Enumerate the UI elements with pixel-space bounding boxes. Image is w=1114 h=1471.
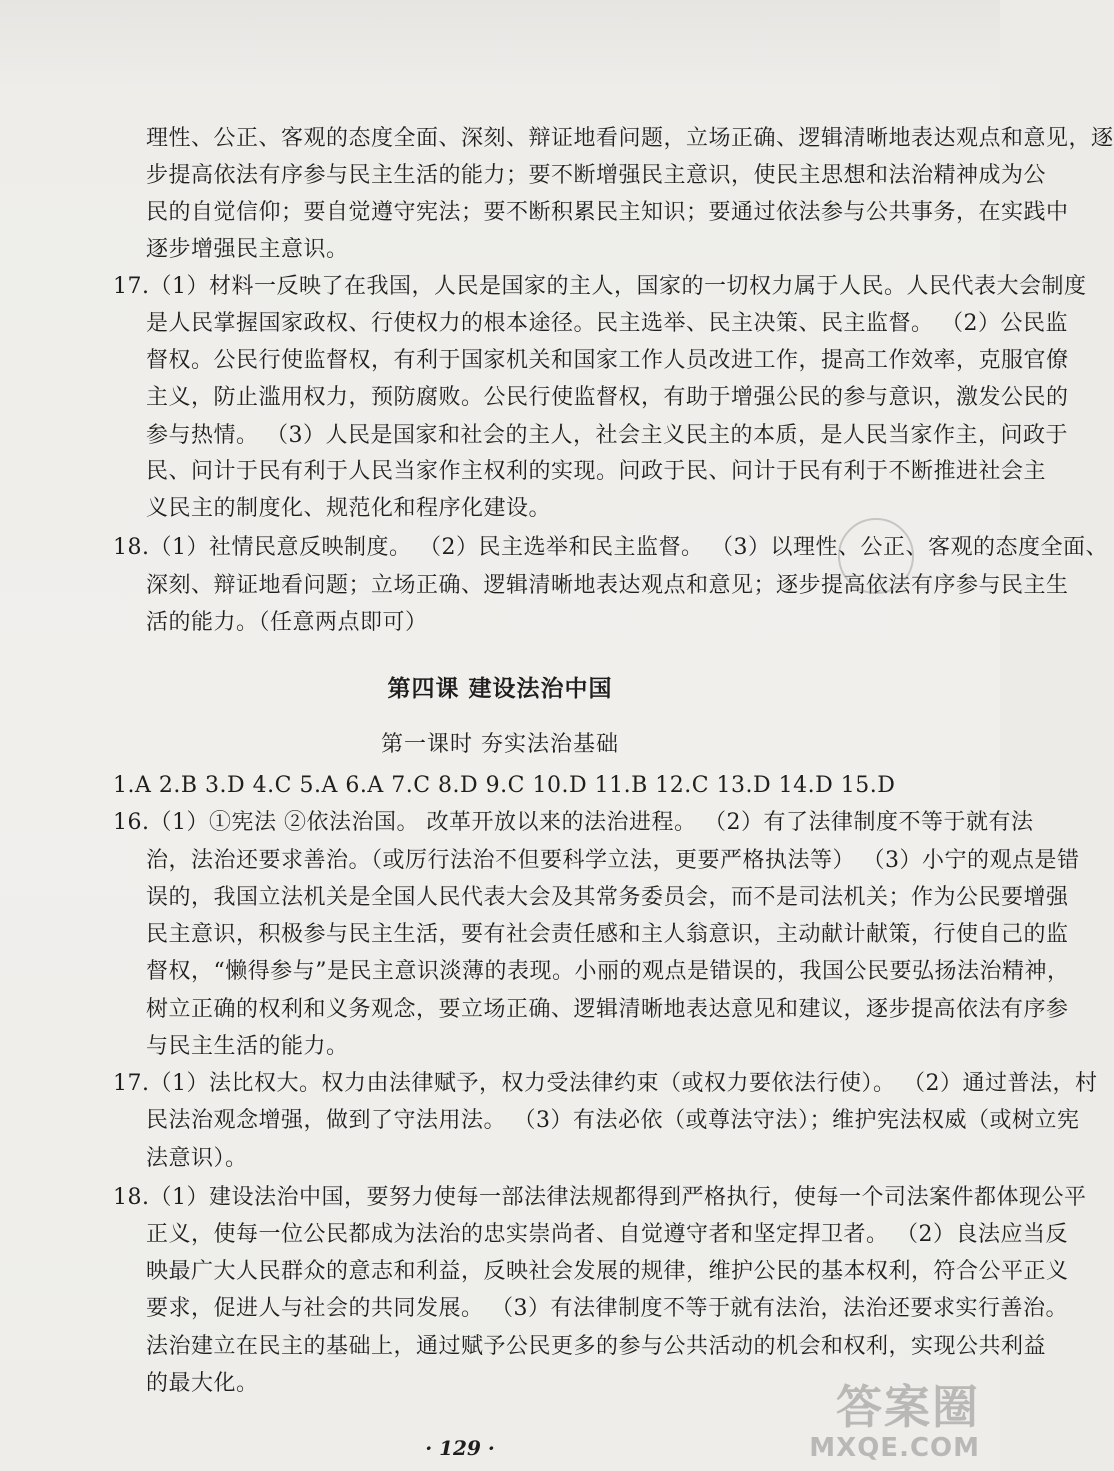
document-page: 理性、公正、客观的态度全面、深刻、辩证地看问题，立场正确、逻辑清晰地表达观点和意见，逐 步提高依法有序参与民主生活的能力；要不断增强民主意识，使民主思想和法治精神成为公 民的自觉信仰；要自觉遵守宪法；要不断积累民主知识；要通过依法参与公共事务，在实践中 逐步增强民主意识。 17.（1）材料一反映了在我国，人民是国家的主人，国家的一切权力属于人民。人民代表大会制度 是人民掌握国家政权、行使权力的根本途径。民主选举、民主决策、民主监督。 （2）公民监 督权。公民行使监督权，有利于国家机关和国家工作人员改进工作，提高工作效率，克服官僚 主义，防止滥用权力，预防腐败。公民行使监督权，有助于增强公民的参与意识，激发公民的 参与热情。 （3）人民是国家和社会的主人，社会主义民主的本质，是人民当家作主，问政于 民、问计于民有利于人民当家作主权利的实现。问政于民、问计于民有利于不断推进社会主 义民主的制度化、规范化和程序化建设。 18.（1）社情民意反映制度。 （2）民主选举和民主监督。 （3）以理性、公正、客观的态度全面、 深刻、辩证地看问题；立场正确、逻辑清晰地表达观点和意见；逐步提高依法有序参与民主生 活的能力。（任意两点即可） 第四课 建设法治中国 第一课时 夯实法治基础 1.A 2.B 3.D 4.C 5.A 6.A 7.C 8.D 9.C 10.D 11.B 12.C 13.D 14.D 15.D 16.（1）①宪法 ②依法治国。 改革开放以来的法治进程。 （2）有了法律制度不等于就有法 治，法治还要求善治。（或厉行法治不但要科学立法，更要严格执法等） （3）小宁的观点是错 误的，我国立法机关是全国人民代表大会及其常务委员会，而不是司法机关；作为公民要增强 民主意识，积极参与民主生活，要有社会责任感和主人翁意识，主动献计献策，行使自己的监 督权，“懒得参与”是民主意识淡薄的表现。小丽的观点是错误的，我国公民要弘扬法治精神， 树立正确的权利和义务观念，要立场正确、逻辑清晰地表达意见和建议，逐步提高依法有序参 与民主生活的能力。 17.（1）法比权大。权力由法律赋予，权力受法律约束（或权力要依法行使）。 （2）通过普法，村 民法治观念增强，做到了守法用法。 （3）有法必依（或尊法守法）；维护宪法权威（或树立宪 法意识）。 18.（1）建设法治中国，要努力使每一部法律法规都得到严格执行，使每一个司法案件都体现公平 正义，使每一位公民都成为法治的忠实崇尚者、自觉遵守者和坚定捍卫者。 （2）良法应当反 映最广大人民群众的意志和利益，反映社会发展的规律，维护公民的基本权利，符合公平正义 要求，促进人与社会的共同发展。 （3）有法律制度不等于就有法治，法治还要求实行善治。 法治建立在民主的基础上，通过赋予公民更多的参与公共活动的机会和权利，实现公共利益 的最大化。 · 129 · 答案圈 MXQE.COM — [0, 0, 1000, 1471]
watermark-logo: 答案圈 MXQE.COM — [809, 1380, 980, 1463]
subsection-title: 第一课时 夯实法治基础 — [381, 732, 619, 758]
page-number: · 129 · — [425, 1436, 495, 1460]
stamp-mark — [838, 518, 914, 594]
section-title: 第四课 建设法治中国 — [387, 675, 613, 702]
